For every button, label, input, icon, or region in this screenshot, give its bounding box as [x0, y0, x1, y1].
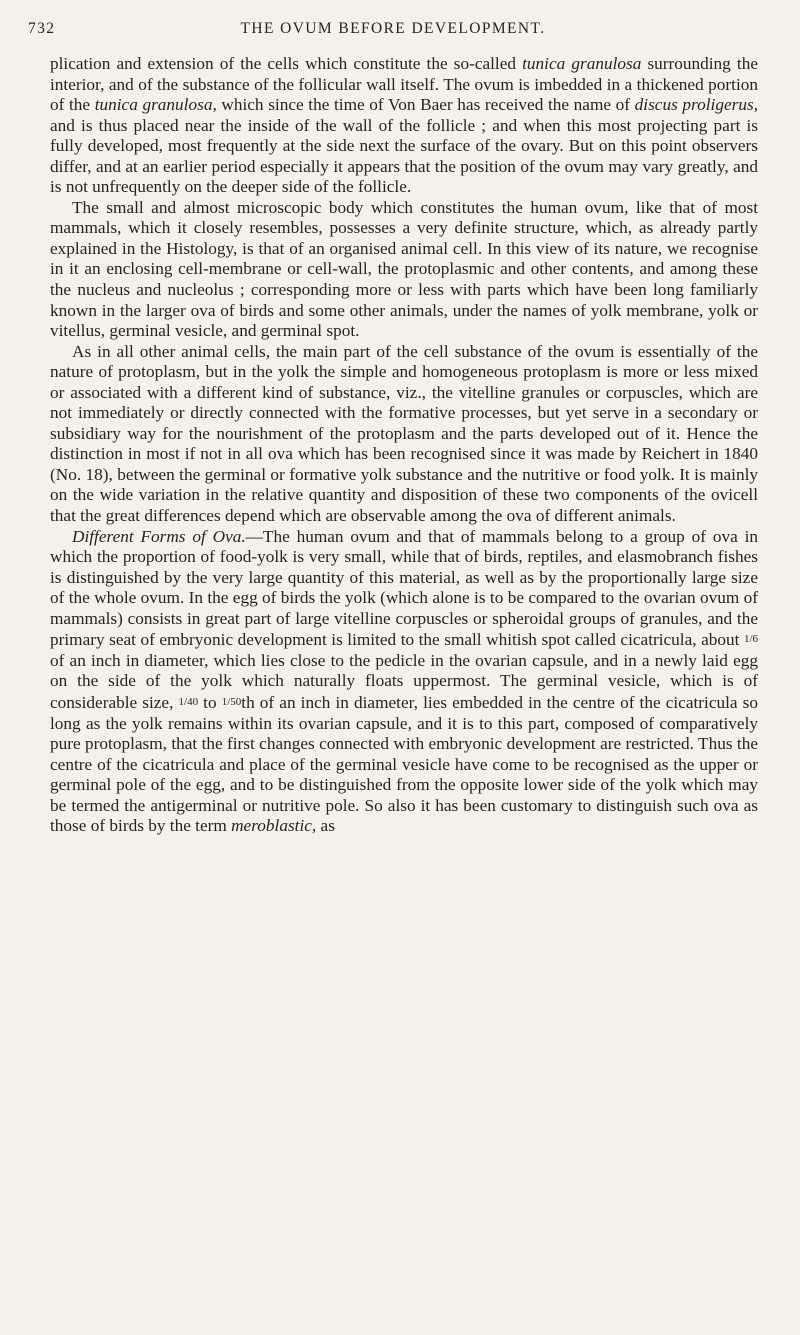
- text-run: plication and extension of the cells which constitute the so-called: [50, 54, 523, 73]
- text-run: —The human ovum and that of mammals belong to a group of ova in which the proportion of food-yolk is very small, while that of birds, reptiles, and elasmobranch fishes is distinguished by the very large quantity of this material, as well as by the proportionally large size of the whole ovum. In the egg of birds the yolk (which alone is to be compared to the ovarian ovum of mammals) consists in great part of large vitelline corpuscles or spheroidal groups of granules, and the primary seat of embryonic development is limited to the small whitish spot called cicatricula, about: [50, 526, 759, 650]
- text-run: th of an inch in diameter, lies embedded in the centre of the cicatricula so long as the yolk remains within its ovarian capsule, and it is to this part, composed of comparatively pure protoplasm, that the first changes connected with embryonic development are restricted. Thus the centre of the cicatricula and place of the germinal vesicle have come to be recognised as the upper or germinal pole of the egg, and to be distinguished from the opposite lower side of the yolk which may be termed the antigerminal or nutritive pole. So also it has been customary to distinguish such ova as those of birds by the term: [50, 692, 758, 836]
- italic-text: Different Forms of Ova.: [72, 526, 246, 546]
- paragraph-ovum-structure: [50, 198, 758, 342]
- text-run: , which since the time of Von Baer has received the name of: [212, 95, 635, 115]
- page-header: [28, 20, 758, 54]
- body-text: [50, 54, 758, 837]
- text-run: to: [198, 692, 222, 712]
- running-title: THE OVUM BEFORE DEVELOPMENT.: [240, 20, 546, 37]
- italic-text: discus proligerus: [634, 95, 754, 115]
- fraction: 1/6: [743, 633, 758, 646]
- paragraph-continuation: [50, 54, 758, 198]
- text-run: , as: [311, 816, 335, 836]
- italic-text: tunica granulosa: [522, 54, 642, 73]
- text-run: As in all other animal cells, the main part of the cell substance of the ovum is essentially of the nature of protoplasm, but in the yolk the simple and homogeneous protoplasm is more or less mixed or associated with a different kind of substance, viz., the vitelline granules or corpuscles, which are not immediately or directly connected with the formative processes, but yet serve in a secondary or subsidiary way for the nourishment of the protoplasm and the parts developed out of it. Hence the distinction in most if not in all ova which has been recognised since it was made by Reichert in 1840 (No. 18), between the germinal or formative yolk substance and the nutritive or food yolk. It is mainly on the wide variation in the relative quantity and disposition of these two components of the ovicell that the great differences depend which are observable among the ova of different animals.: [50, 341, 758, 526]
- text-run: of an inch in diameter, which lies close to the pedicle in the ovarian capsule, and in a newly laid egg on the side of the yolk which naturally floats uppermost. The germinal vesicle, which is of considerable size,: [50, 650, 758, 712]
- text-run: The small and almost microscopic body which constitutes the human ovum, like that of most mammals, which it closely resembles, possesses a very definite structure, which, as already partly explained in the Histology, is that of an organised animal cell. In this view of its nature, we recognise in it an enclosing cell-membrane or cell-wall, the protoplasmic and other contents, and among these the nucleus and nucleolus ; corresponding more or less with parts which have been long familiarly known in the larger ova of birds and some other animals, under the names of yolk membrane, yolk or vitellus, germinal vesicle, and germinal spot.: [50, 197, 758, 341]
- fraction: 1/50: [221, 695, 242, 708]
- fraction: 1/40: [178, 695, 199, 708]
- text-run: surrounding the interior, and of the substance of the follicular wall itself. The ovum is imbedded in a thickened portion of the: [50, 54, 758, 115]
- text-run: , and is thus placed near the inside of the wall of the follicle ; and when this most projecting part is fully developed, most frequently at the side next the surface of the ovary. But on this point observers differ, and at an earlier period especially it appears that the position of the ovum may vary greatly, and is not unfrequently on the deeper side of the follicle.: [50, 95, 758, 197]
- italic-text: meroblastic: [231, 816, 312, 836]
- italic-text: tunica granulosa: [94, 95, 213, 115]
- paragraph-different-forms: [50, 527, 758, 837]
- paragraph-cell-substance: [50, 342, 758, 527]
- page-number: 732: [28, 20, 56, 37]
